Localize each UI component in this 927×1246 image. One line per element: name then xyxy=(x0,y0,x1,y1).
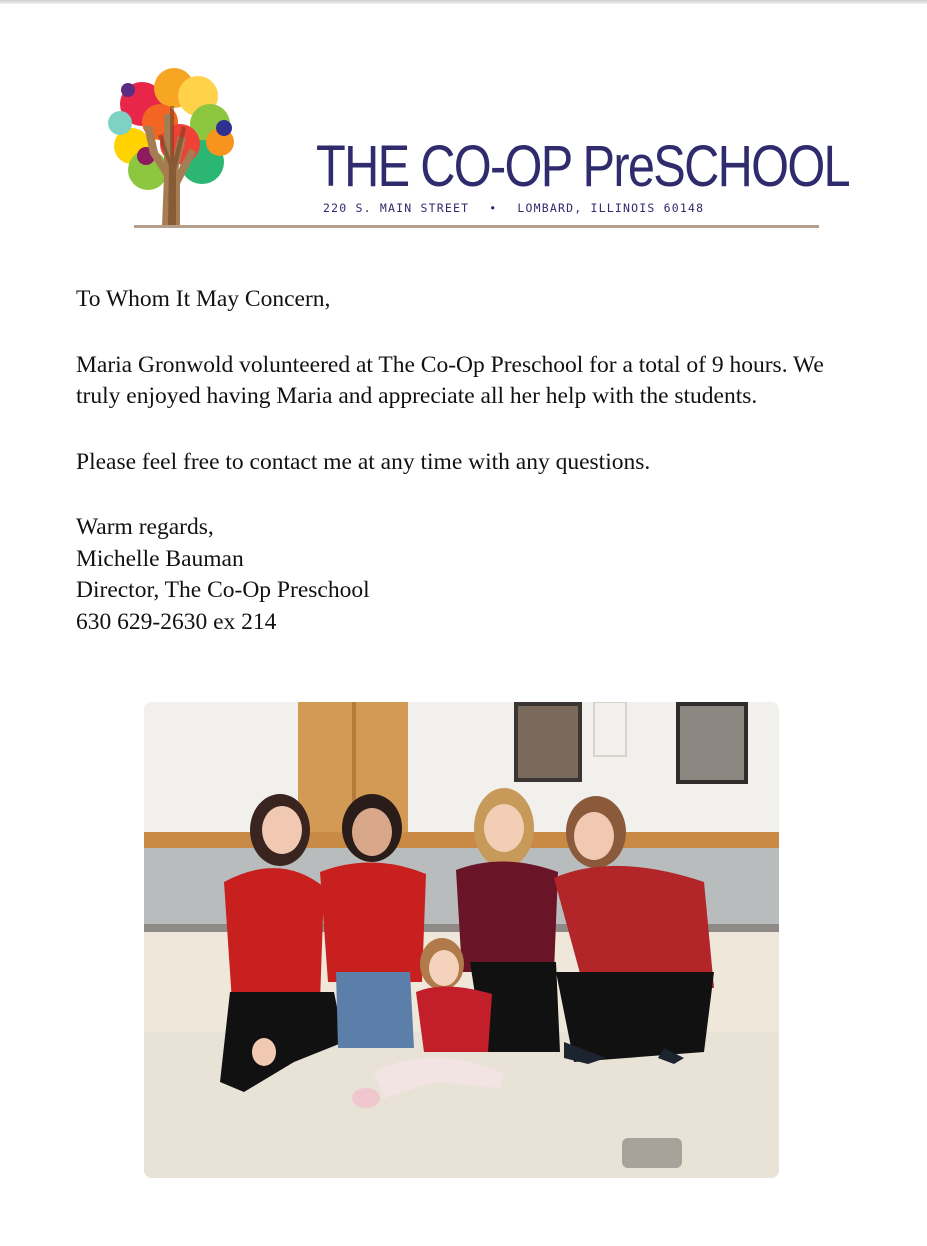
group-photo xyxy=(144,702,779,1178)
letter-body xyxy=(76,284,836,638)
address-separator: • xyxy=(489,201,498,215)
signer-phone: 630 629-2630 ex 214 xyxy=(76,608,277,635)
letter-greeting: To Whom It May Concern, xyxy=(76,286,331,312)
tree-logo-icon xyxy=(102,66,242,228)
school-name: THE CO-OP PreSCHOOL xyxy=(316,134,849,199)
letterhead xyxy=(0,0,927,240)
letter-paragraph: Maria Gronwold volunteered at The Co-Op Preschool for a total of 9 hours. We truly enjoyed having Maria and appreciate all her help with the students. xyxy=(76,351,824,409)
address-street: 220 S. MAIN STREET xyxy=(323,201,470,215)
letter-contact-line: Please feel free to contact me at any time with any questions. xyxy=(76,448,651,475)
signer-name: Michelle Bauman xyxy=(76,545,244,572)
letterhead-divider xyxy=(134,225,819,228)
address-city: LOMBARD, ILLINOIS 60148 xyxy=(517,201,705,215)
letter-closing: Warm regards, xyxy=(76,514,214,540)
school-address xyxy=(323,201,704,215)
signer-title: Director, The Co-Op Preschool xyxy=(76,577,370,603)
